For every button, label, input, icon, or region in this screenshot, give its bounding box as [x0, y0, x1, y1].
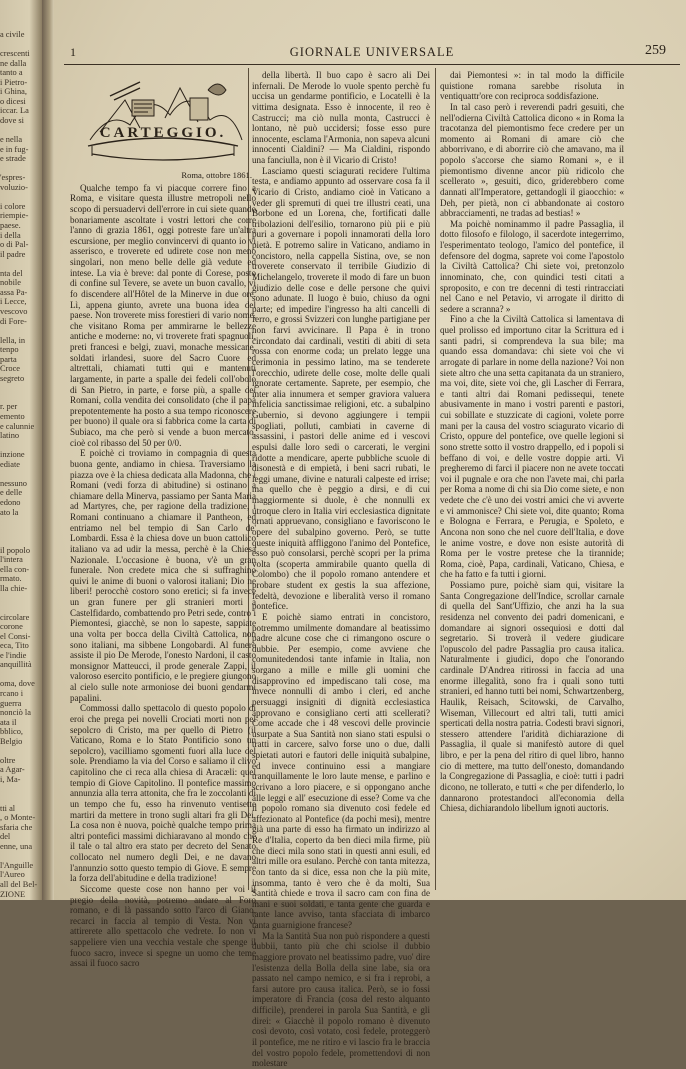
- paragraph: Commossi dallo spettacolo di questo popolo di eroi che prega pei novelli Crociati morti non pel sepolcro di Cristo, ma per quello di Pietro (il Vaticano, Roma e lo Stato Pontificio sono un sepolcro), vacilliamo sgomenti fuori alla luce del sole. Prendiamo la via del Corso e saliamo il clivo capitolino che ci reca alla chiesa di Aracæli: quel tempio di Giove Capitolino. Il pontefice massimo annunzia alla terra attonita, che fra le zoccolanti di un tempo che fu, esso ha rinvenuto ventisette martiri da mettere in trono sugli altari fra gli Dei. La cosa non è nuova, poichè qualche tempo prima altri pontefici massimi dichiaravano al mondo che il tale o tal altro era stato per decreto del Senato collocato nel numero degli Dei, e ne davano l'annunzio sotto questo tempio di Giove. E sempre la forza dell'abitudine e della tradizione!: [70, 703, 256, 884]
- left-page-text-fragment: i, Ma-: [0, 774, 21, 784]
- left-page-text-fragment: del: [0, 832, 11, 842]
- left-page-text-fragment: i colore: [0, 201, 26, 211]
- left-page-text-fragment: l'intera: [0, 555, 23, 565]
- left-page-text-fragment: e in fug-: [0, 144, 29, 154]
- left-page-fragment: [0, 0, 42, 900]
- journal-title: GIORNALE UNIVERSALE: [289, 45, 455, 59]
- left-page-text-fragment: paese.: [0, 221, 21, 230]
- book-gutter: [42, 0, 54, 900]
- left-page-text-fragment: di Fore-: [0, 316, 27, 326]
- left-page-text-fragment: Belgio: [0, 736, 23, 746]
- left-page-text-fragment: il popolo: [0, 545, 31, 555]
- paragraph: Qualche tempo fa vi piacque correre fino a Roma, e visitare questa illustre metropoli nello scopo di persuadervi dell'errore in cui siete quando bonariamente ascoltate i vostri lettori che corre l'anno di grazia 1861, oggi potreste fare un'altra escursione, per meglio convincervi di quanto io vi asserisco, e troverete ed udirete cose non meno singolari, non meno belle delle già vedute ed intese. La via è breve: dal ponte di Corese, posto di confine sul Tevere, se avete un buon cavallo, vi fo discendere all'Hôtel de la Minerve in due ore. Lì, appena giunto, avrete una buona idea del paese. Non troverete miss forestieri di vario nome, che visitano Roma per ammirarne le bellezze antiche e moderne: no, vi troverete frati spagnuoli, preti francesi e belgi, zuavi, monache messicane, soldati irlandesi, suore del Sacro Cuore ed altrettali, chiamati tutti qui e mantenuti largamente, in parte a spalle dei fedeli coll'obolo di San Pietro, in parte, e forse più, a spalle dei Romani, colla vendita dei consolidato (che il papà prepotentemente ha posto a sua tempo riconoscere per buono) il quale ora si fabbrica come la carta di Subiaco, ma che però si vende a buon mercato, cioè col ribasso del 50 per 0/0.: [70, 182, 256, 448]
- left-page-text-fragment: ZIONE: [0, 889, 26, 899]
- left-page-text-fragment: enne, una: [0, 841, 33, 851]
- left-page-text-fragment: a Agar-: [0, 765, 25, 775]
- left-page-text-fragment: tanto a: [0, 68, 23, 78]
- left-page-text-fragment: e calunnie: [0, 421, 35, 431]
- left-page-text-fragment: rmato.: [0, 574, 22, 584]
- left-page-text-fragment: rcano i: [0, 688, 24, 698]
- left-page-text-fragment: oma, dove: [0, 679, 35, 689]
- left-page-text-fragment: tti al: [0, 803, 16, 813]
- left-page-text-fragment: e l'indie: [0, 650, 27, 660]
- header-left-number: 1: [70, 45, 76, 59]
- left-page-text-fragment: riempie-: [0, 211, 29, 221]
- left-page-text-fragment: 'espres-: [0, 173, 26, 183]
- paragraph: della libertà. Il buo capo è sacro ali Dei infernali. De Merode lo vuole spento perchè fu uccisa un gendarme pontificio, e Locatelli è la vittima designata. Esso è innocente, il reo è Castrucci; ma ciò nulla monta, Castrucci è lontano, nè può uccidersi; fosse esso pure innocente, esclama l'Armonia, non sapeva alcuni innocenti Cialdini? — Ma Cialdini, rispondo una fanciulla, non è il Vicario di Cristo!: [252, 70, 430, 165]
- left-page-text-fragment: e delle: [0, 488, 23, 498]
- carteggio-vignette: [70, 70, 256, 168]
- left-page-text-fragment: i Pietro-: [0, 77, 28, 87]
- left-page-text-fragment: e nella: [0, 135, 23, 145]
- left-page-text-fragment: circolare: [0, 612, 30, 622]
- left-page-text-fragment: il padre: [0, 249, 26, 259]
- left-page-text-fragment: emento: [0, 412, 25, 421]
- left-page-text-fragment: bblico,: [0, 727, 24, 737]
- left-page-text-fragment: dove si: [0, 115, 24, 125]
- left-page-text-fragment: vescovo: [0, 306, 28, 316]
- left-page-text-fragment: i della: [0, 230, 21, 240]
- column-2: [252, 70, 430, 1069]
- left-page-text-fragment: inzione: [0, 450, 25, 460]
- dateline: Roma, ottobre 1861.: [181, 170, 252, 180]
- left-page-text-fragment: sfaria che: [0, 822, 33, 832]
- column-3: [440, 70, 624, 890]
- column-1-text: [70, 183, 256, 969]
- left-page-text-fragment: crescenti: [0, 49, 30, 59]
- newspaper-page: [54, 0, 686, 1069]
- left-page-text-fragment: l'Aureo: [0, 870, 25, 880]
- paragraph: Siccome queste cose non hanno per voi il pregio della novità, potremo andare al Foro romano, e di là passando sotto l'arco di Giano, recarci in faccia al tempio di Vesta. Non vi attirerete allo spettacolo che vedrete. Io non vi sappeliere vien una vecchia vestale che spenge il fuoco sacro, invece si spegne un uomo che teme assai il fuoco sacro: [70, 883, 256, 969]
- left-page-text-fragment: ata il: [0, 717, 17, 727]
- left-page-text-fragment: Croce: [0, 364, 20, 374]
- left-page-text-fragment: nobile: [0, 278, 21, 288]
- left-page-text-fragment: voluzio-: [0, 182, 28, 192]
- column-1: [70, 70, 256, 969]
- left-page-text-fragment: o dicesi: [0, 96, 26, 106]
- left-page-text-fragment: l'Anguille: [0, 860, 34, 870]
- left-page-text-fragment: segreto: [0, 373, 25, 383]
- left-page-text-fragment: r. per: [0, 402, 18, 412]
- paragraph: Ma poichè nominammo il padre Passaglia, il dotto filosofo e filologo, il sacerdote integerrimo, l'esperimentato teologo, l'amico del pontefice, il defensore del dogma, saprete voi come l'apostolo la Civiltà Cattolica? Chi siete voi, pretonzolo innominato, che, con quindici testi citati a sproposito, e con tre decenni di testi rintracciati nel Cano e nel Petavio, vi arrogate il diritto di sedere a scranna? »: [440, 218, 624, 314]
- left-page-text-fragment: a civile: [0, 30, 25, 39]
- left-page-text-fragment: corone: [0, 622, 23, 632]
- left-page-text-fragment: , o Monte-: [0, 813, 36, 823]
- column-3-text: [440, 70, 624, 814]
- left-page-text-fragment: lella, in: [0, 335, 26, 345]
- left-page-text-fragment: o di Pal-: [0, 240, 29, 250]
- left-page-text-fragment: e strade: [0, 154, 26, 164]
- left-page-text-fragment: edono: [0, 497, 21, 507]
- left-page-text-fragment: oltre: [0, 755, 16, 765]
- left-page-text-fragment: anquillità: [0, 660, 32, 670]
- left-page-text-fragment: ato la: [0, 507, 19, 517]
- vignette-illustration-icon: [70, 70, 256, 168]
- left-page-text-fragment: i Lecce,: [0, 297, 27, 307]
- paragraph: Lasciamo questi sciagurati recidere l'ultima testa, e andiamo appunto ad osservare cosa fa il Vicario di Cristo, andiamo cioè in Vaticano a veder gli spremuti di quei tre illustri ceati, una Borbone ed un Lorena, che, fortificati dalle tribolazioni dell'esilio, tornarono più pii e più puri a governare i popoli innamorati della loro pietà. E potremo salire in Vaticano, andiamo in concistoro, nella cappella Sistina, ove, se non troverete conservato il terribile Giudizio di Michelangelo, troverete il modo di fare un buon giudizio delle cose e delle persone che quivi sono adunate. Il luogo è buio, chiuso da ogni parte; ed impedire l'ingresso ha alti cancelli di ferro, e grossi Svizzeri con lunghe partigiane per non farvi avvicinare. Il Papa è in trono circondato dai cardinali, vestiti di abiti di seta rossa con enorme coda; un prelato legge una cerimonia in pessimo latino, ma se tenderete l'orecchio, udirete delle cose, molte delle quali ignorate certamente. Saprete, per esempio, che inter alia innumera et semper graviora valuera infelicia sanctissimae religioni, etc. a subalpino Gubernio, si devono aggiungere i tempii spogliati, polluti, cambiati in caverne di assassini, i pastori delle anime ed i vescovi espulsi dalle loro sedi o carcerati, le vergini ridotte a mendicare, aperte pubbliche scuole di disonestà e di empietà, i beni sacri rubati, le leggi umane, divine e naturali calpeste ed irrise; ma quello che è peggio a dirsi, e di cui maggiormente si duole, è che nonnulli ex utroque clero in Italia viri ecclesiastica dignitate ornati appruevano, consigliano e favoriscono le opere del subalpino governo. Però, se tutte queste iniquità affliggono l'animo del Pontefice, esso può consolarsi, perchè scopri per la prima volta (scoperta ammirabile quanto quella di Colombo) che il popolo romano antendere et probare student ex gestis la sua affezione, fedeltà, devozione e liberalità verso il romano pontefice.: [252, 165, 430, 612]
- paragraph: dai Piemontesi »: in tal modo la difficile quistione romana sarebbe risoluta in ventiquattr'ore con reciproca soddisfazione.: [440, 70, 624, 102]
- left-page-text-fragment: all del Bel-: [0, 879, 38, 889]
- left-page-text-fragment: ediate: [0, 459, 20, 469]
- page-number: 259: [645, 43, 666, 58]
- left-page-text-fragment: lla chie-: [0, 583, 28, 593]
- left-page-text-fragment: el Consi-: [0, 631, 31, 641]
- left-page-text-fragment: latino: [0, 431, 20, 441]
- paragraph: Possiamo pure, poichè siam qui, visitare la Santa Congregazione dell'Indice, scrollar carnale di quella del Sant'Uffizio, che anzi ha la sua residenza nel convento dei padri domenicani, e domandare ai signori ossequiosi e dotti dal segretario. Si troverà il vedere giudicare l'opuscolo del padre Passaglia pro causa italica. Naturalmente i giudici, dopo che l'onorando cardinale D'Andrea ritirossi in faccia ad una enorme illegalità, sono fra i quali sono tutti stranieri, ed hanno tutti bei nomi, Schwartzenberg, Haulik, Reisach, Scitowski, de Carvalho, Wiseman, Villecourt ed altri tali, tutti amici sperticati della nostra patria. Codesti bravi signori, stessero attendere l'aridità dichiarazione di Passaglia, il quale si manifestò autore di quel libro, e per la pena del ritiro di quel libro, hanno cio di mettere, ma tutto dell'onesto, domandando la Congregazione di Passaglia, e cioè: tutti i padri dicono, ne tollerato, e tutti « che per difenderlo, lo dannarono protestandoci all'economia della Chiesa, dichiarandolo libellum ignoti auctoris.: [440, 580, 624, 814]
- paragraph: In tal caso però i reverendi padri gesuiti, che nell'odierna Civiltà Cattolica dicono « in Roma la tracotanza del piemontismo fece credere per un momento ai Romani di amare ciò che abborrivano, e di aborrire ciò che amavano, ma il popolo s'accorse che siamo Romani », e il piemontismo divenne ancor più ridicolo che scellerato », gesuiti, dico, griderebbero come dannati all'Imperatore, gettandogli il giaocchio: « Deh, per pietà, non ci abbandonate ai costoro abbracciamenti, ne tradas ad bestias! »: [440, 101, 624, 219]
- left-page-text-fragment: assa Pa-: [0, 287, 28, 297]
- left-page-text-fragment: ne dalla: [0, 58, 27, 68]
- left-page-text-fragment: iccar. La: [0, 106, 29, 116]
- paragraph: E poichè ci troviamo in compagnia di questa buona gente, andiamo in chiesa. Traversiamo la piazza ove è la chiesa dedicata alla Madonna, che i Romani (vedi forza di abitudine) si ostinano a chiamare della Minerva, passiamo per Santa Maria ad Martyres, che, per ragione della tradizione, i Romani continuano a chiamare il Pantheon, ed entriamo nel bel tempio di San Carlo de' Lombardi. Essa è la chiesa dove un buon cattolico italiano va ad udir la messa, perchè è la Chiesa Nazionale. L'occasione è buona, v'è un gran funerale. Non credete mica che si suffraghino quivi le anime di buoni o valorosi italiani; Dio ne liberi! perocchè costoro sono eretici; si fa invece un gran funere per gli stranieri morti a Castelfidardo, combattendo pro Petri sede, contro i Piemontesi, giacchè, se non lo sapeste, sappiate una volta per bocca della Civiltà Cattolica, non sono italiani, ma sibbene Longobardi. Al funere assiste il pio De Merode, l'onesto Nardoni, il casto monsignor Matteucci, il prode generale Zappi, il valoroso esercito pontificio, e le pregiere giungono al cielo sulle note armoniose dei buoni gendarmi papalini.: [70, 448, 256, 703]
- page-header: [64, 42, 680, 65]
- paragraph: Fino a che la Civiltà Cattolica si lamentava di quel prolisso ed importuno citar la Scrittura ed i santi padri, si comprendeva la sua bile; ma quando essa domandava: chi siete voi che vi arrogate di parlare in nome della nazione? Voi non siete altro che una setta capitanata da un straniero, ma voi, dite, siete voi che, gli Lascher di Ferrara, e tanti altri dai Romani pedissequi, tenete abusivamente in mano i vostri parenti e pastori, cui sobillate e stuzzicate di cagioni, volete porre mani per la causa del vostro sciagurato vicario di Cristo, oppure del pontefice, ove quelle legioni si sono strette sotto il vostro drappello, ed i popoli si beffano di voi, e delle vostre doppie arti. Vi pregheremo di farci il piacere non ne avete toccati voi il pugnale e ora che non l'avete mai, chi parla per Roma a nome di chi sia Dio come siete, e non vedete che c'è uno dei vostri amici che vi avverte e vi ammonisce? Chi siete voi, dite quanto; Roma e Bologna e Ferrara, e Perugia, e Spoleto, e Ancona non sono che nel cuore dell'Italia, e dove le anime vostre, e dove non esiste autorità di Roma per le vostre pretese che la tirannide; Roma, cioè, Papa, cardinali, Vaticano, Chiesa, e che ha fatto e fa tutti i giorni.: [440, 314, 624, 580]
- left-page-text-fragment: nta del: [0, 268, 23, 278]
- column-2-text: [252, 70, 430, 1069]
- left-page-text-fragment: nessuno: [0, 478, 27, 488]
- left-page-text-fragment: ella con-: [0, 564, 30, 574]
- left-page-text-fragment: parta: [0, 354, 17, 364]
- left-page-text-fragment: tenpo: [0, 345, 19, 355]
- paragraph: E poichè siamo entrati in concistoro, potremmo umilmente domandare al beatissimo padre alcune cose che ci rimangono oscure o dubbie. Per esempio, come avviene che comunitedendosi tante infamie in Italia, non sorgano a mille e mille gli uomini che disapprovino ed impediscano tali cose, ma invece nonnulli di ambo i cleri, ed anche persuaggi insignitì di dignità ecclesiastica approvano e consigliano certi atti scellerati? Come accade che i 48 vescovi delle provincie usurpate a Sua Santità non siano stati espulsi o tratti in carcere, salvo forse uno o due, dalli spietati autori e fautori delle iniquità subalpine, ed invece continuino essi a mangiare tranquillamente le loro laute mense, e parlino e scrivano a loro piacere, e si oppongano anche alle leggi e all' esecuzione di esse? Come va che il popolo romano sia divenuto così fedele ed affezionato al Pontefice (da pochi mesi), mentre già una parte di esso ha firmato un indirizzo al Re d'Italia, coperto da ben dieci mila firme, più che dieci mila sono stati in questi anni esuli, ed altri mille ora esulano. Perchè con tanta mitezza, con tanto da si dice, essa non che la più mite, insomma, tanto è vero che è da molti, Sua Santità chiede e trova il sacro cam con fina de mani e suoi soldati, e tanta gente che guarda e tante lance avviso, tanta sfacciata di imbarco tanta guarnigione francese?: [252, 611, 430, 930]
- left-page-text-fragment: guerra: [0, 698, 22, 708]
- left-page-text-fragment: i Ghina,: [0, 87, 27, 97]
- left-page-text-fragment: nonciò la: [0, 708, 31, 718]
- column-rule: [435, 68, 436, 890]
- paragraph: Ma la Santità Sua non può rispondere a questi dubbii, tanto più che chi sciolse il dubbio maggiore provato nel beatissimo padre, vuo' dire l'esistenza della Bolla della sine labe, sia ora passato nel campo nemico, e si fra i reprobi, a farsi autore pro causa italica. Però, se io fossi imperatore di Francia (cosa del resto alquanto difficile), prenderei in parola Sua Santità, e gli direi: « Giacchè il popolo romano è divenuto così devoto, così votato, così fedele, proteggerò il pontefice, me ne ritiro e vi lascio fra le braccia del vostro popolo fedele, promettendovi di non molestare: [252, 930, 430, 1069]
- left-page-text-fragment: eca, Tito: [0, 641, 29, 651]
- section-title: CARTEGGIO.: [99, 125, 227, 141]
